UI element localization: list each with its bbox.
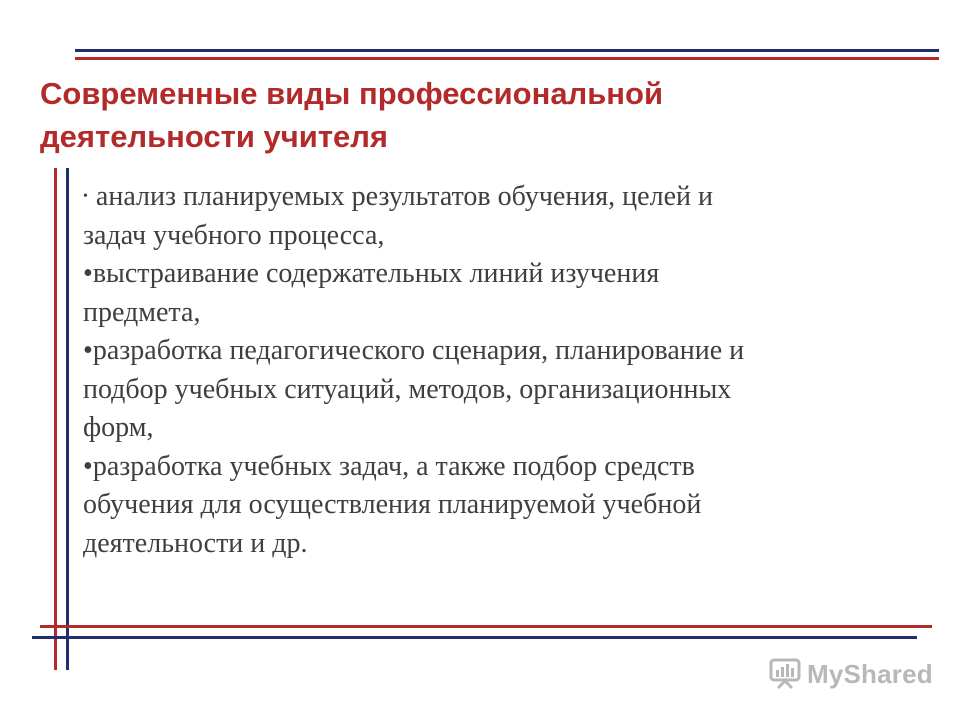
myshared-watermark bbox=[768, 656, 933, 692]
item-text-line: форм, bbox=[83, 412, 154, 444]
item-text-line: задач учебного процесса, bbox=[83, 219, 385, 251]
item-text-line: предмета, bbox=[83, 296, 201, 328]
item-text-line: анализ планируемых результатов обучения, целей и bbox=[95, 181, 713, 212]
list-item bbox=[83, 178, 943, 255]
bullet: • bbox=[83, 450, 93, 482]
title-line-1: Современные виды профессиональной bbox=[40, 76, 664, 111]
item-text-line: разработка педагогического сценария, планирование и bbox=[92, 335, 745, 367]
item-text-line: разработка учебных задач, а также подбор средств bbox=[92, 450, 695, 482]
title-line-2: деятельности учителя bbox=[40, 119, 389, 154]
top-navy-line bbox=[75, 49, 939, 52]
list-item bbox=[83, 448, 943, 564]
bottom-navy-line bbox=[32, 636, 917, 639]
item-text-line: деятельности и др. bbox=[83, 527, 308, 559]
left-navy-line bbox=[66, 168, 69, 670]
list-item bbox=[83, 255, 943, 332]
bullet: • bbox=[83, 335, 93, 367]
slide-title bbox=[40, 72, 920, 158]
top-red-line bbox=[75, 57, 939, 60]
left-red-line bbox=[54, 168, 57, 670]
bullet: • bbox=[83, 189, 88, 205]
item-text-line: обучения для осуществления планируемой учебной bbox=[83, 489, 702, 521]
item-text-line: подбор учебных ситуаций, методов, организационных bbox=[83, 373, 732, 405]
list-item bbox=[83, 332, 943, 448]
presentation-screen-icon bbox=[768, 657, 802, 691]
item-text-line: выстраивание содержательных линий изучения bbox=[92, 258, 660, 290]
activity-list bbox=[83, 178, 943, 563]
watermark-text: MyShared bbox=[807, 658, 933, 689]
bullet: • bbox=[83, 258, 93, 290]
bottom-red-line bbox=[40, 625, 932, 628]
